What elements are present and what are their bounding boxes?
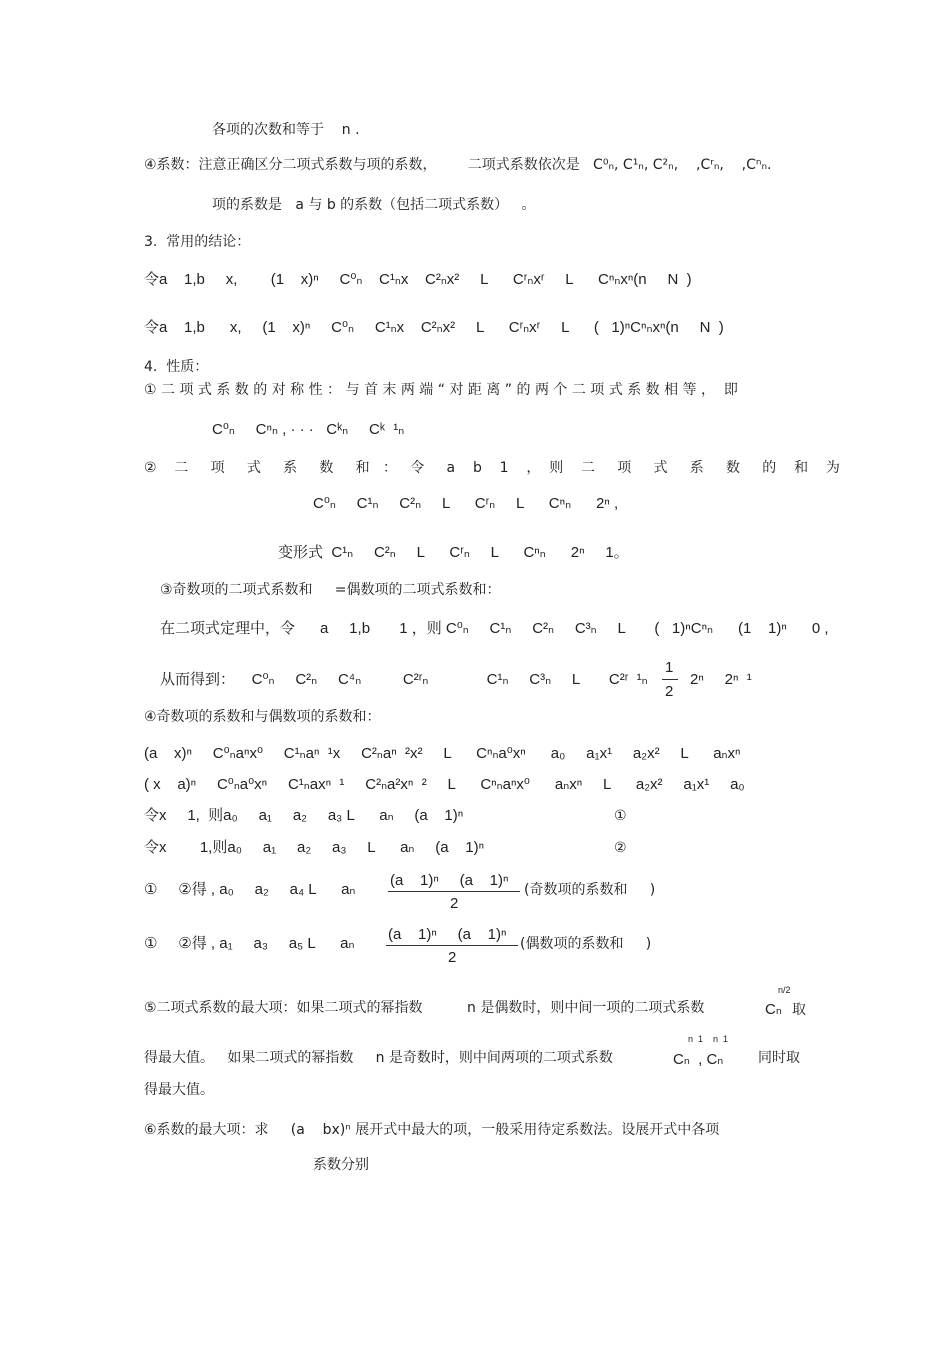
formula-line: (a x)ⁿ C⁰ₙaⁿx⁰ C¹ₙaⁿ ¹x C²ₙaⁿ ²x² L Cⁿₙa⁰xⁿ a₀ a₁x¹ a₂x² L aₙxⁿ (144, 745, 741, 762)
formula-line: 在二项式定理中，令 a 1,b 1 ，则 C⁰ₙ C¹ₙ C²ₙ C³ₙ L ( 1)ⁿCⁿₙ (1 1)ⁿ 0 , (160, 620, 829, 637)
formula-line: 令a 1,b x, (1 x)ⁿ C⁰ₙ C¹ₙx C²ₙx² L Cʳₙxʳ L ( 1)ⁿCⁿₙxⁿ(n N ) (144, 319, 724, 336)
formula-line: 变形式 C¹ₙ C²ₙ L Cʳₙ L Cⁿₙ 2ⁿ 1。 (278, 544, 629, 561)
text-line: 系数分别 (313, 1157, 369, 1173)
fraction-denominator: 2 (450, 895, 459, 912)
superscript: n/2 (778, 985, 791, 995)
fraction-bar (662, 679, 678, 680)
text-line: ④奇数项的系数和与偶数项的系数和： (144, 709, 381, 725)
formula-line: C⁰ₙ C¹ₙ C²ₙ L Cʳₙ L Cⁿₙ 2ⁿ , (313, 495, 619, 512)
text-line: ④系数：注意正确区分二项式系数与项的系数， 二项式系数依次是 C⁰ₙ, C¹ₙ, C²ₙ, ,Cʳₙ, ,Cⁿₙ. (144, 157, 772, 173)
section-heading: 4. 性质： (144, 359, 209, 375)
formula-line: ( x a)ⁿ C⁰ₙa⁰xⁿ C¹ₙaxⁿ ¹ C²ₙa²xⁿ ² L Cⁿₙaⁿx⁰ aₙxⁿ L a₂x² a₁x¹ a₀ (144, 776, 745, 793)
fraction-denominator: 2 (448, 949, 457, 966)
fraction-numerator: (a 1)ⁿ (a 1)ⁿ (390, 872, 509, 889)
formula-symbol: Cₙ (765, 1001, 782, 1018)
superscript: n 1 n 1 (688, 1034, 729, 1044)
text-line: ⑥系数的最大项：求 (a bx)ⁿ 展开式中最大的项，一般采用待定系数法。设展开式中各项 (144, 1122, 720, 1138)
formula-line: ① ②得 , a₀ a₂ a₄ L aₙ (144, 881, 356, 898)
formula-line: 2ⁿ 2ⁿ ¹ (690, 671, 752, 688)
fraction-denominator: 2 (665, 683, 674, 700)
equation-number: ① (614, 808, 627, 824)
text-line: (偶数项的系数和 ) (520, 936, 652, 952)
text-line: 各项的次数和等于 n . (212, 122, 360, 138)
text-line: ① 二 项 式 系 数 的 对 称 性 ： 与 首 末 两 端 “ 对 距 离 ” 的 两 个 二 项 式 系 数 相 等 ， 即 (144, 382, 738, 398)
text-line: (奇数项的系数和 ) (524, 882, 656, 898)
section-heading: 3. 常用的结论： (144, 234, 251, 250)
text-line: 得最大值。 如果二项式的幂指数 n 是奇数时，则中间两项的二项式系数 (144, 1050, 613, 1066)
fraction-bar (388, 891, 520, 892)
text-line: ② 二 项 式 系 数 和 ： 令 a b 1 ， 则 二 项 式 系 数 的 和 为 (144, 460, 840, 476)
equation-number: ② (614, 840, 627, 856)
fraction-numerator: (a 1)ⁿ (a 1)ⁿ (388, 926, 507, 943)
formula-line: ① ②得 , a₁ a₃ a₅ L aₙ (144, 935, 355, 952)
text-line: ⑤二项式系数的最大项：如果二项式的幂指数 n 是偶数时，则中间一项的二项式系数 (144, 1000, 705, 1016)
formula-line: 从而得到： C⁰ₙ C²ₙ C⁴ₙ C²ʳₙ C¹ₙ C³ₙ L C²ʳ ¹ₙ (160, 671, 648, 688)
fraction-numerator: 1 (665, 659, 674, 676)
text-line: 得最大值。 (144, 1082, 214, 1098)
text-line: ③奇数项的二项式系数和 =偶数项的二项式系数和： (160, 582, 501, 598)
formula-line: 令x 1,则a₀ a₁ a₂ a₃ L aₙ (a 1)ⁿ (144, 839, 485, 856)
formula-line: 令x 1, 则a₀ a₁ a₂ a₃ L aₙ (a 1)ⁿ (144, 807, 464, 824)
fraction-bar (386, 945, 518, 946)
formula-symbol: Cₙ , Cₙ (673, 1051, 724, 1068)
text-line: 取 (792, 1002, 806, 1018)
text-line: 同时取 (758, 1050, 800, 1066)
formula-line: 令a 1,b x, (1 x)ⁿ C⁰ₙ C¹ₙx C²ₙx² L Cʳₙxʳ L Cⁿₙxⁿ(n N ) (144, 271, 692, 288)
formula-line: C⁰ₙ Cⁿₙ , · · · Cᵏₙ Cᵏ ¹ₙ (212, 421, 405, 438)
text-line: 项的系数是 a 与 b 的系数（包括二项式系数） 。 (212, 197, 536, 213)
